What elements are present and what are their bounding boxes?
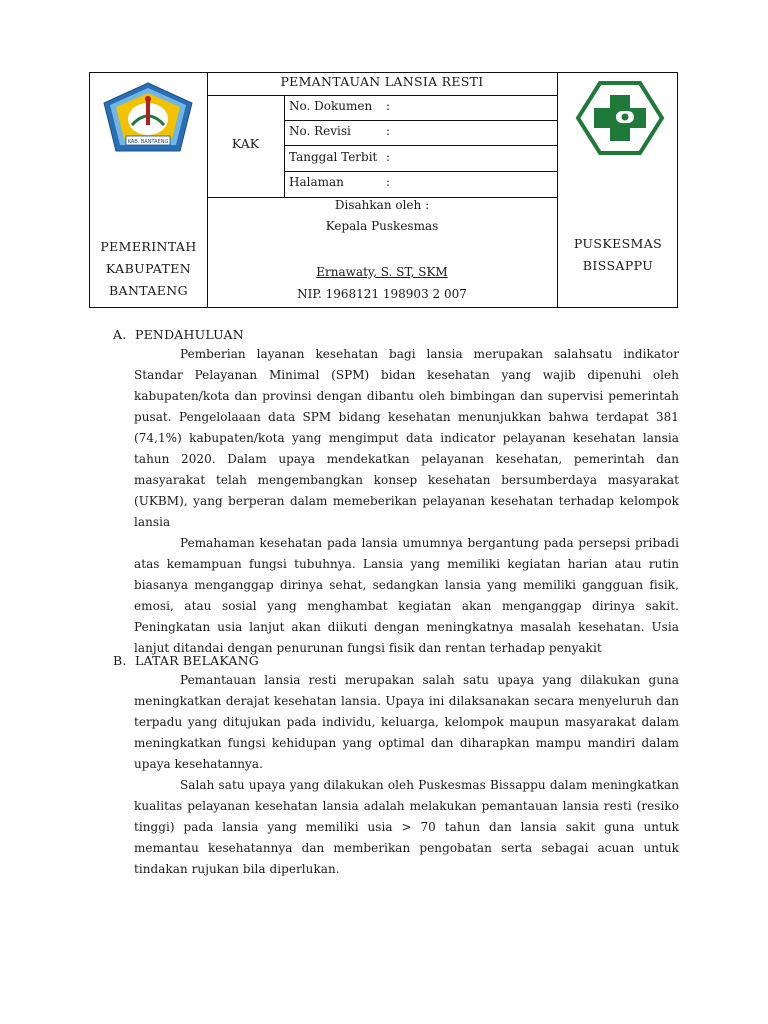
field-label: No. Dokumen [289,99,373,113]
kabupaten-bantaeng-emblem-icon [102,81,194,155]
paragraph: Pemberian layanan kesehatan bagi lansia merupakan salahsatu indikator Standar Pelayanan Minimal (SPM) bidan kesehatan yang wajib dipenuhi oleh kabupaten/kota dan provinsi dengan dibantu oleh bimbingan dan supervisi pemerintah pusat. Pengelolaaan data SPM bidang kesehatan menunjukkan bahwa terdapat 381 (74,1%) kabupaten/kota yang mengimput data indicator pelayanan kesehatan lansia tahun 2020. Dalam upaya mendekatkan pelayanan kesehatan, pemerintah dan masyarakat telah mengembangkan konsep kesehatan bersumberdaya masyarakat (UKBM), yang berperan dalam memeberikan pelayanan kesehatan terhadap kelompok lansia [134,347,679,529]
header-divider [284,120,557,121]
approval-position: Kepala Puskesmas [325,219,439,233]
paragraph: Salah satu upaya yang dilakukan oleh Puskesmas Bissappu dalam meningkatkan kualitas pelayanan kesehatan lansia adalah melakukan pemantauan lansia resti (resiko tinggi) pada lansia yang memiliki usia > 70 tahun dan lansia sakit guna untuk memantau kesehatannya dan memberikan pengobatan serta sebagai acuan untuk tindakan rujukan bila diperlukan. [134,778,679,876]
field-separator: : [386,175,391,189]
field-no-dokumen [289,99,372,113]
field-separator: : [386,150,391,164]
paragraph: Pemantauan lansia resti merupakan salah satu upaya yang dilakukan guna meningkatkan derajat kesehatan lansia. Upaya ini dilaksanakan secara menyeluruh dan terpadu yang ditujukan pada individu, keluarga, kelompok maupun masyarakat dalam meningkatkan fungsi kehidupan yang optimal dan diharapkan mampu mandiri dalam upaya kesehatannya. [134,673,679,771]
section-heading-pendahuluan [113,327,244,343]
left-org-name [90,236,207,302]
puskesmas-green-cross-icon [572,81,668,155]
header-divider [207,95,557,96]
section-body-pendahuluan [134,344,679,659]
field-halaman [289,175,344,189]
header-divider [284,145,557,146]
field-label: Tanggal Terbit [289,150,378,164]
field-label: Halaman [289,175,344,189]
section-body-latar-belakang [134,670,679,880]
right-org-name [557,233,679,277]
field-label: No. Revisi [289,124,351,138]
right-org-line: BISSAPPU [582,258,654,273]
paragraph: Pemahaman kesehatan pada lansia umumnya bergantung pada persepsi pribadi atas kemampuan fungsi tubuhnya. Lansia yang memiliki kegiatan harian atau rutin biasanya menganggap dirinya sehat, sedangkan lansia yang memiliki gangguan fisik, emosi, atau sosial yang menghambat kegiatan akan menganggap dirinya sakit. Peningkatan usia lanjut akan diikuti dengan meningkatnya masalah kesehatan. Usia lanjut ditandai dengan penurunan fungsi fisik dan rentan terhadap penyakit [134,536,679,655]
field-no-revisi [289,124,351,138]
approval-nip: NIP. 1968121 198903 2 007 [297,287,467,301]
header-divider [284,95,285,197]
approval-line: Disahkan oleh : [334,198,430,212]
field-tanggal-terbit [289,150,377,164]
document-header-table [89,72,678,308]
field-separator: : [386,124,391,138]
field-separator: : [386,99,391,113]
approval-name [207,265,557,279]
header-divider [284,171,557,172]
left-org-line: KABUPATEN [105,261,192,276]
section-title: LATAR BELAKANG [135,653,259,668]
section-title: PENDAHULUAN [135,327,244,342]
document-title: PEMANTAUAN LANSIA RESTI [280,74,484,89]
left-org-line: PEMERINTAH [100,239,197,254]
approver-name: Ernawaty, S. ST, SKM [316,265,448,279]
section-label: A. [113,327,127,342]
right-org-line: PUSKESMAS [573,236,663,251]
section-heading-latar-belakang [113,653,259,669]
svg-text:KAB. BANTAENG: KAB. BANTAENG [127,139,169,145]
left-org-line: BANTAENG [108,283,189,298]
section-label: B. [113,653,127,668]
document-type: KAK [231,136,260,151]
